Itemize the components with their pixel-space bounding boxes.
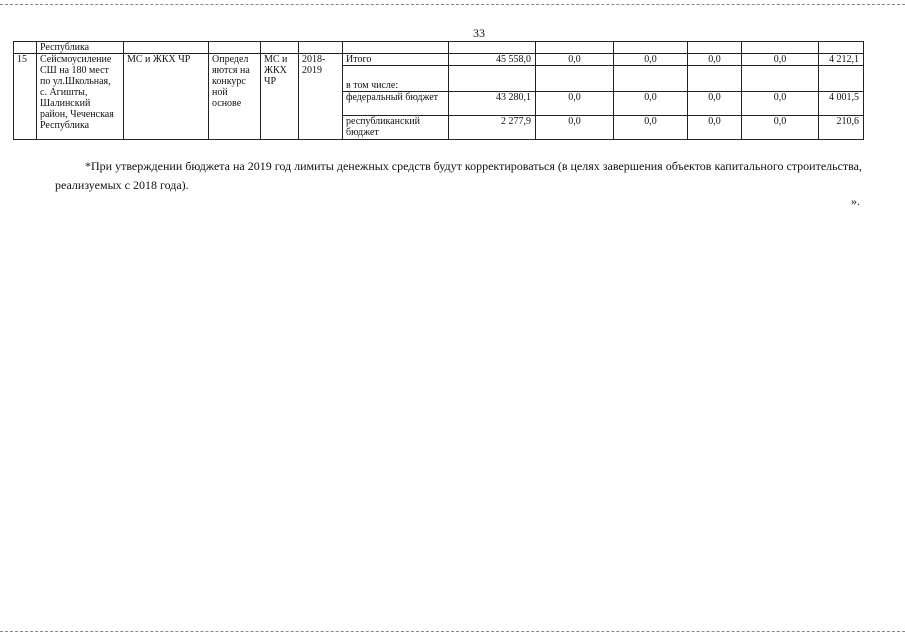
value-cell: 0,0 [536,54,614,66]
value-cell: 0,0 [536,92,614,116]
source-cell: республиканский бюджет [343,116,449,140]
budget-footnote: *При утверждении бюджета на 2019 год лимиты денежных средств будут корректироваться (в целях завершения объектов капитального строительства, реализуемых с 2018 года). [55,159,863,192]
source-cell: в том числе: [343,66,449,92]
value-cell: 0,0 [614,54,688,66]
value-cell: 0,0 [688,54,742,66]
contractor-cell: Определ яются на конкурс ной основе [209,54,261,140]
table-cell: Республика [37,42,124,54]
table-row [14,54,864,66]
value-cell: 210,6 [819,116,864,140]
object-name-cell: Сейсмоусиление СШ на 180 мест по ул.Школьная, с. Агишты, Шалинский район, Чеченская Республика [37,54,124,140]
scan-edge-bottom [0,631,905,632]
value-cell: 2 277,9 [449,116,536,140]
closing-quote: ». [851,194,860,208]
period-cell: 2018- 2019 [299,54,343,140]
value-cell: 0,0 [742,116,819,140]
value-cell: 0,0 [688,116,742,140]
customer-cell: МС и ЖКХ ЧР [124,54,209,140]
row-index: 15 [14,54,37,140]
source-cell: Итого [343,54,449,66]
value-cell: 45 558,0 [449,54,536,66]
value-cell: 4 001,5 [819,92,864,116]
source-cell: федеральный бюджет [343,92,449,116]
value-cell: 0,0 [742,92,819,116]
value-cell: 0,0 [688,92,742,116]
scan-edge-top [0,4,905,5]
value-cell: 0,0 [614,116,688,140]
value-cell: 0,0 [742,54,819,66]
page-number: 33 [473,26,485,40]
value-cell: 0,0 [614,92,688,116]
value-cell: 4 212,1 [819,54,864,66]
table-row [14,42,864,54]
value-cell: 0,0 [536,116,614,140]
budget-table [13,41,864,140]
value-cell: 43 280,1 [449,92,536,116]
developer-cell: МС и ЖКХ ЧР [261,54,299,140]
